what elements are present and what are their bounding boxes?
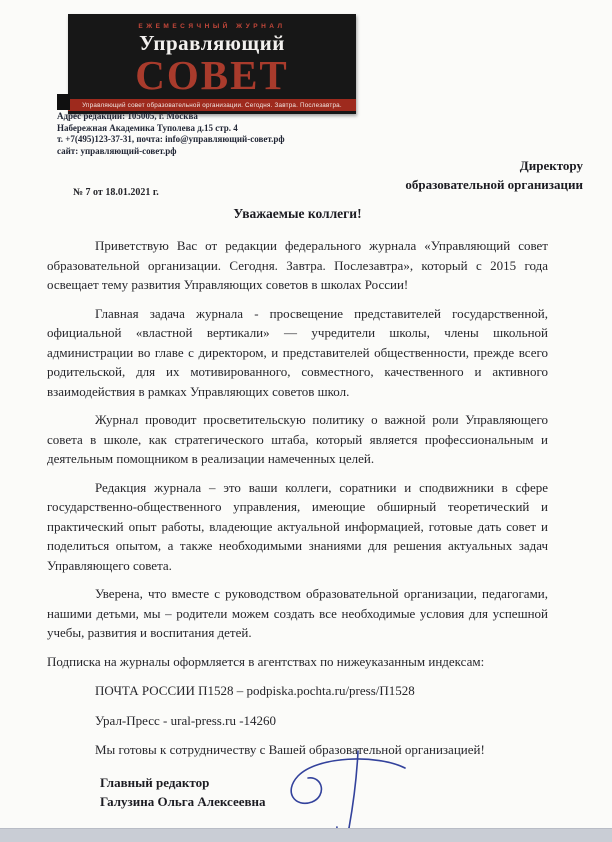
signoff-block xyxy=(100,773,548,811)
subscription-item-uralpress: Урал-Пресс - ural-press.ru -14260 xyxy=(95,712,277,728)
subscription-intro: Подписка на журналы оформляется в агентствах по нижеуказанным индексам: xyxy=(47,653,485,669)
paragraph: Главная задача журнала - просвещение представителей государственной, официальной «властной вертикали» — учредители школы, члены школьной администрации во главе с директором, и представителей общественности, прежде всего родительской, для их мотивированного, совместного, качественного и активного взаимодействия в рамках Управляющих советов школ. xyxy=(47,305,548,399)
salutation: Уважаемые коллеги! xyxy=(233,206,362,221)
paragraph: Журнал проводит просветительскую политику о важной роли Управляющего совета в школе, как стратегического штаба, который является профессиональным и деятельным помощником в реализации намеченных целей. xyxy=(47,412,548,466)
journal-subtitle-strip: Управляющий совет образовательной организации. Сегодня. Завтра. Послезавтра. xyxy=(68,99,356,111)
paragraph: Приветствую Вас от редакции федерального журнала «Управляющий совет образовательной организации. Сегодня. Завтра. Послезавтра», который с 2015 года освещает тему развития Управляющих советов в школах России! xyxy=(47,238,548,292)
journal-masthead xyxy=(68,14,356,114)
contact-address-line2: Набережная Академика Туполева д.15 стр. 4 xyxy=(57,122,238,133)
signoff-role: Главный редактор xyxy=(100,774,210,790)
scan-edge xyxy=(0,828,612,842)
contact-website: сайт: управляющий-совет.рф xyxy=(57,145,177,156)
paragraph: Редакция журнала – это ваши коллеги, соратники и сподвижники в сфере государственно-общественного управления, имеющие обширный теоретический и практический опыт работы, владеющие актуальной информацией, готовые дать совет и поделиться опытом, а также необходимыми знаниями для решения актуальных задач Управляющего совета. xyxy=(47,479,548,573)
subscription-item-pochta: ПОЧТА РОССИИ П1528 – podpiska.pochta.ru/press/П1528 xyxy=(95,683,415,698)
scan-artifact xyxy=(57,94,70,110)
recipient-line2: образовательной организации xyxy=(405,177,583,192)
recipient-block xyxy=(405,156,583,194)
journal-type-label: ЕЖЕМЕСЯЧНЫЙ ЖУРНАЛ xyxy=(138,23,286,30)
journal-title-top: Управляющий xyxy=(139,31,285,55)
contact-phone-email: т. +7(495)123-37-31, почта: info@управляющий-совет.рф xyxy=(57,134,285,145)
contact-address-line1: Адрес редакции: 105005, г. Москва xyxy=(57,111,198,121)
paragraph: Уверена, что вместе с руководством образовательной организации, педагогами, нашими детьми, мы – родители можем создать все необходимые условия для успешной учебы, развития и воспитания детей. xyxy=(47,586,548,640)
editorial-contact-block xyxy=(57,111,285,157)
journal-title-main: СОВЕТ xyxy=(135,52,289,98)
reference-number: № 7 от 18.01.2021 г. xyxy=(73,187,159,198)
letter-body xyxy=(47,206,548,811)
signoff-name: Галузина Ольга Алексеевна xyxy=(100,793,266,809)
recipient-line1: Директору xyxy=(519,158,583,173)
closing-line: Мы готовы к сотрудничеству с Вашей образовательной организацией! xyxy=(95,742,485,757)
